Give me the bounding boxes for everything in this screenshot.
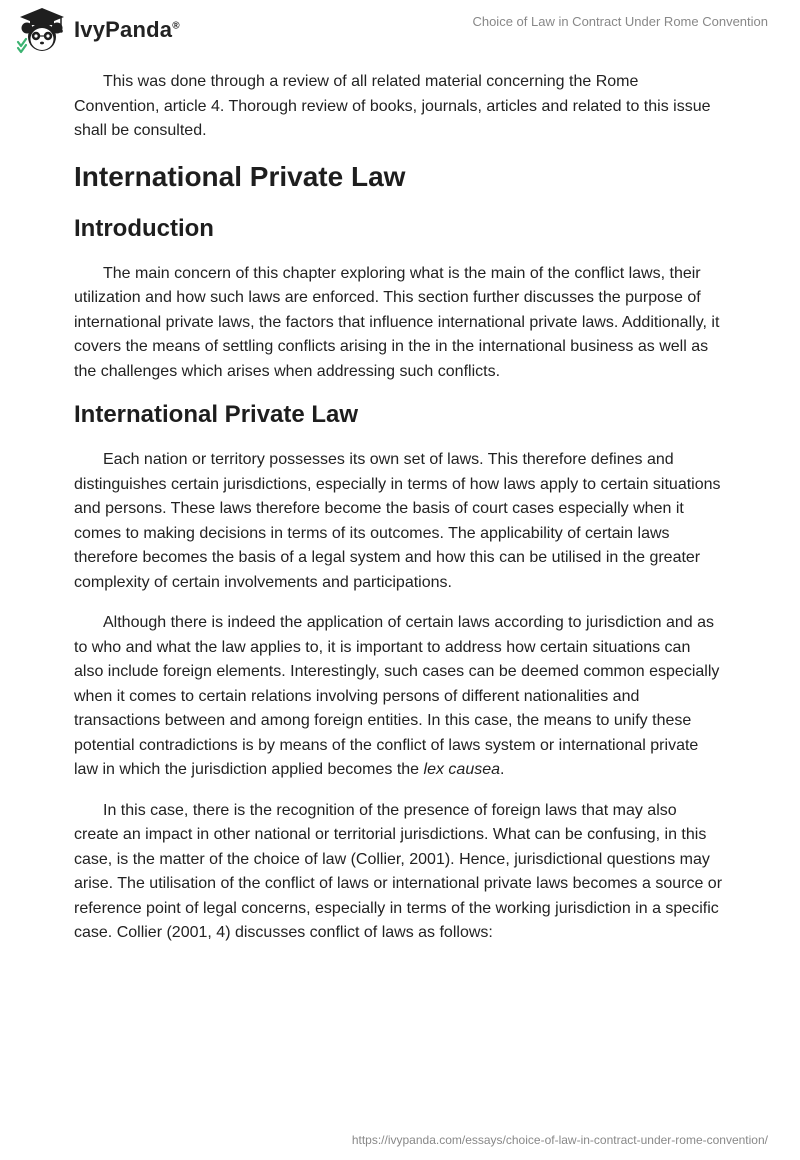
intro-paragraph: This was done through a review of all related material concerning the Rome Convention, article 4. Thorough review of books, journals, articles and related to this issue shall be consulted. xyxy=(74,73,711,139)
paragraph: Each nation or territory possesses its own set of laws. This therefore defines and distinguishes certain jurisdictions, especially in terms of how laws apply to certain situations and persons. These laws therefore become the basis of court cases especially when it comes to making decisions in terms of its outcomes. The applicability of certain laws therefore becomes the basis of a legal system and how this can be utilised in the greater complexity of certain involvements and participations. xyxy=(74,451,721,591)
paragraph: In this case, there is the recognition of the presence of foreign laws that may also create an impact in other national or territorial jurisdictions. What can be confusing, in this case, is the matter of the choice of law (Collier, 2001). Hence, jurisdictional questions may arise. The utilisation of the conflict of laws or international private laws becomes a source or reference point of legal concerns, especially in terms of the working jurisdiction in a specific case. Collier (2001, 4) discusses conflict of laws as follows: xyxy=(74,801,723,941)
paragraph-punctuation: . xyxy=(500,761,505,778)
italic-term: lex causea xyxy=(423,761,501,778)
paragraph-text: Although there is indeed the application of certain laws according to jurisdiction and as to who and what the law applies to, it is important to address how certain situations can also include foreign elements. Interestingly, such cases can be deemed common especially when it comes to certain relations involving persons of different nationalities and transactions between and among foreign entities. In this case, the means to unify these potential contradictions is by means of the conflict of laws system or international private law in which the jurisdiction applied becomes the xyxy=(74,614,720,778)
ivypanda-logo[interactable] xyxy=(14,6,180,54)
paragraph: The main concern of this chapter exploring what is the main of the conflict laws, their utilization and how such laws are enforced. This section further discusses the purpose of international private laws, the factors that influence international private laws. Additionally, it covers the means of settling conflicts arising in the in the international business as well as the challenges which arises when addressing such conflicts. xyxy=(74,264,720,380)
essay-content xyxy=(74,70,724,962)
registered-mark: ® xyxy=(172,20,180,32)
document-title: Choice of Law in Contract Under Rome Convention xyxy=(472,14,768,29)
panda-graduate-icon xyxy=(14,6,70,54)
page-header xyxy=(0,0,800,60)
chapter-title: International Private Law xyxy=(74,160,406,192)
section-heading-introduction: Introduction xyxy=(74,214,214,242)
paragraph-with-italic-term xyxy=(74,611,724,783)
source-url[interactable]: https://ivypanda.com/essays/choice-of-law-in-contract-under-rome-convention/ xyxy=(351,1133,768,1147)
brand-name: IvyPanda® xyxy=(74,17,180,42)
section-heading-international-private-law: International Private Law xyxy=(74,401,359,428)
